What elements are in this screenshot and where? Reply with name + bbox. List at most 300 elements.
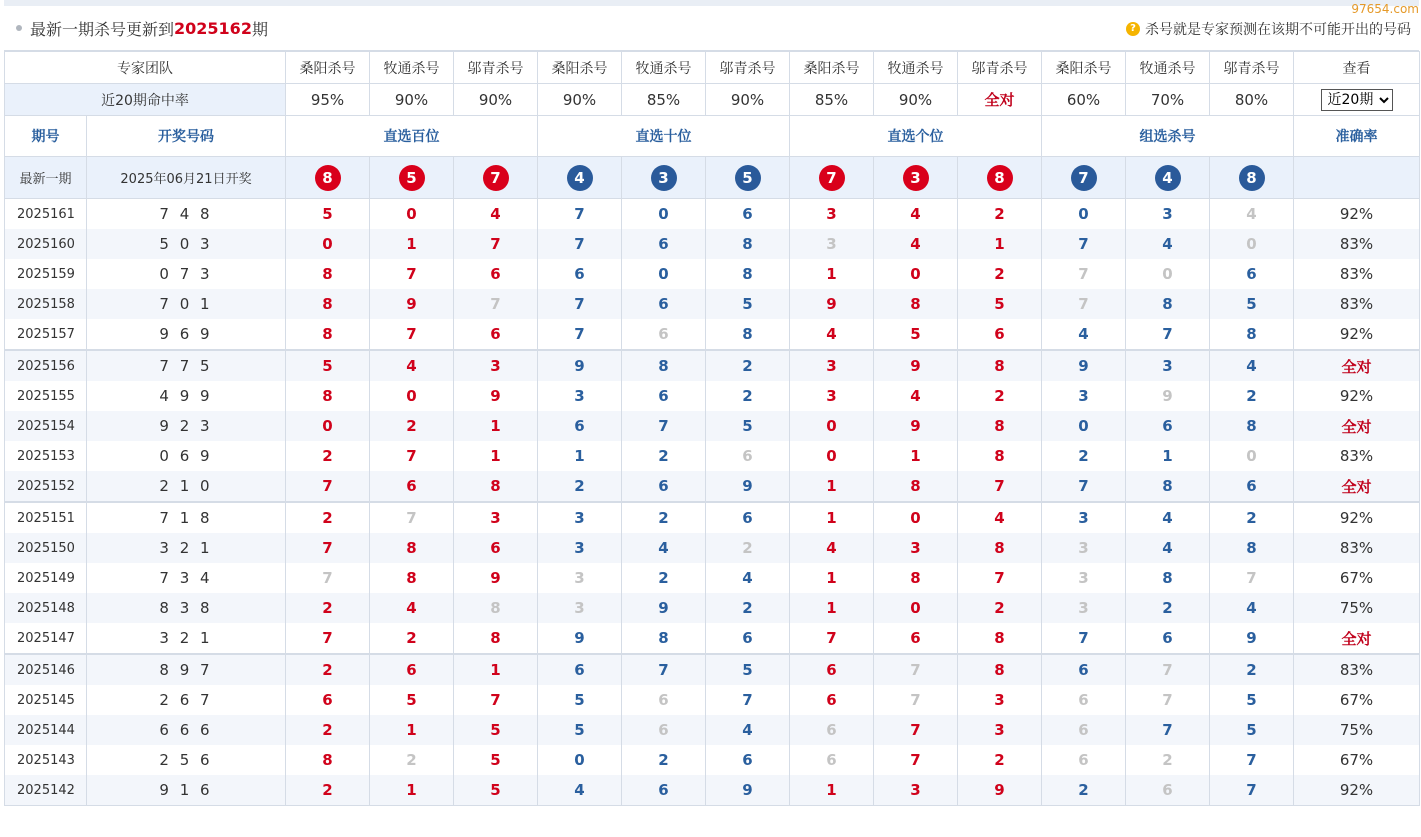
kill-number: 3	[454, 502, 538, 533]
kill-number-miss: 2	[1126, 745, 1210, 775]
draw-numbers: 9 6 9	[87, 319, 286, 350]
kill-number: 0	[1042, 199, 1126, 230]
kill-number: 1	[370, 715, 454, 745]
period-number: 2025156	[5, 350, 87, 381]
period-number: 2025149	[5, 563, 87, 593]
kill-number: 0	[874, 502, 958, 533]
kill-number-miss: 8	[454, 593, 538, 623]
help-note	[1126, 19, 1411, 39]
latest-kill-cell	[1210, 157, 1294, 199]
kill-number-table	[4, 51, 1420, 806]
kill-number-miss: 6	[622, 715, 706, 745]
kill-number: 3	[874, 533, 958, 563]
bullet-icon	[16, 25, 22, 31]
kill-number: 2	[286, 441, 370, 471]
kill-number: 1	[958, 229, 1042, 259]
help-note-text: 杀号就是专家预测在该期不可能开出的号码	[1145, 22, 1411, 38]
kill-number-miss: 7	[1210, 563, 1294, 593]
hit-rate: 全对	[958, 84, 1042, 116]
history-row	[5, 685, 1420, 715]
kill-number: 5	[706, 289, 790, 319]
kill-number-miss: 2	[706, 533, 790, 563]
draw-numbers: 3 2 1	[87, 623, 286, 654]
history-row	[5, 654, 1420, 685]
draw-numbers: 6 6 6	[87, 715, 286, 745]
kill-ball: 8	[987, 165, 1013, 191]
hit-rate: 90%	[874, 84, 958, 116]
accuracy-value: 83%	[1294, 441, 1420, 471]
period-number: 2025158	[5, 289, 87, 319]
kill-number: 9	[538, 623, 622, 654]
kill-number: 7	[370, 441, 454, 471]
kill-number: 8	[706, 229, 790, 259]
kill-number: 2	[1042, 441, 1126, 471]
kill-number-miss: 3	[1042, 533, 1126, 563]
kill-number: 2	[286, 775, 370, 806]
kill-number: 8	[370, 563, 454, 593]
kill-number: 8	[874, 289, 958, 319]
kill-ball: 8	[315, 165, 341, 191]
kill-number: 5	[874, 319, 958, 350]
kill-number: 5	[538, 715, 622, 745]
kill-number: 3	[538, 533, 622, 563]
kill-number: 8	[706, 259, 790, 289]
kill-number: 3	[454, 350, 538, 381]
expert-name: 邬青杀号	[1210, 52, 1294, 84]
kill-number: 7	[1210, 745, 1294, 775]
kill-number: 7	[1042, 471, 1126, 502]
kill-number: 3	[790, 350, 874, 381]
kill-number-miss: 3	[1042, 563, 1126, 593]
kill-number: 8	[958, 623, 1042, 654]
period-number: 2025143	[5, 745, 87, 775]
kill-number: 1	[874, 441, 958, 471]
kill-number: 4	[1126, 229, 1210, 259]
kill-number: 8	[622, 350, 706, 381]
draw-numbers: 0 6 9	[87, 441, 286, 471]
kill-number-miss: 6	[706, 441, 790, 471]
kill-number: 7	[454, 229, 538, 259]
kill-number-miss: 3	[1042, 593, 1126, 623]
kill-number: 0	[370, 381, 454, 411]
kill-number: 9	[370, 289, 454, 319]
kill-number: 9	[874, 411, 958, 441]
history-row	[5, 715, 1420, 745]
kill-number: 0	[622, 199, 706, 230]
kill-number: 1	[454, 411, 538, 441]
kill-number: 6	[1126, 623, 1210, 654]
kill-number-miss: 6	[1042, 685, 1126, 715]
history-row	[5, 502, 1420, 533]
expert-name: 桑阳杀号	[790, 52, 874, 84]
history-row	[5, 471, 1420, 502]
period-number: 2025153	[5, 441, 87, 471]
expert-name: 牧通杀号	[622, 52, 706, 84]
kill-number: 5	[1210, 715, 1294, 745]
draw-numbers: 3 2 1	[87, 533, 286, 563]
kill-number: 2	[538, 471, 622, 502]
update-notice	[4, 17, 268, 40]
draw-numbers: 8 9 7	[87, 654, 286, 685]
kill-number: 0	[790, 411, 874, 441]
kill-number: 8	[958, 411, 1042, 441]
kill-number: 7	[958, 471, 1042, 502]
accuracy-value: 83%	[1294, 259, 1420, 289]
kill-number: 4	[1042, 319, 1126, 350]
kill-number: 2	[958, 381, 1042, 411]
hit-rate: 90%	[454, 84, 538, 116]
notice-prefix: 最新一期杀号更新到	[30, 19, 175, 39]
hit-rate: 90%	[538, 84, 622, 116]
kill-number-miss: 6	[790, 745, 874, 775]
kill-number-miss: 0	[1210, 229, 1294, 259]
expert-team-row	[5, 52, 1420, 84]
kill-number: 8	[1126, 289, 1210, 319]
kill-number: 6	[538, 259, 622, 289]
draw-numbers: 0 7 3	[87, 259, 286, 289]
kill-number: 5	[454, 745, 538, 775]
kill-number: 7	[1210, 775, 1294, 806]
kill-number-miss: 0	[1126, 259, 1210, 289]
kill-number: 3	[538, 381, 622, 411]
accuracy-value: 全对	[1294, 350, 1420, 381]
accuracy-value: 92%	[1294, 775, 1420, 806]
kill-number: 2	[1210, 654, 1294, 685]
period-number: 2025150	[5, 533, 87, 563]
hit-rate: 90%	[706, 84, 790, 116]
kill-number: 4	[1210, 350, 1294, 381]
kill-number-miss: 7	[1126, 685, 1210, 715]
accuracy-value: 92%	[1294, 319, 1420, 350]
latest-kill-cell	[706, 157, 790, 199]
kill-number: 2	[622, 745, 706, 775]
kill-number: 2	[1042, 775, 1126, 806]
kill-number: 3	[1042, 381, 1126, 411]
hit-rate: 70%	[1126, 84, 1210, 116]
kill-number: 1	[790, 259, 874, 289]
kill-number: 4	[454, 199, 538, 230]
draw-numbers: 9 2 3	[87, 411, 286, 441]
kill-number: 7	[958, 563, 1042, 593]
latest-prediction-row	[5, 157, 1420, 199]
draw-numbers: 4 9 9	[87, 381, 286, 411]
kill-number: 1	[790, 563, 874, 593]
kill-number: 9	[706, 775, 790, 806]
kill-number: 7	[1042, 623, 1126, 654]
kill-number: 6	[790, 685, 874, 715]
period-number: 2025160	[5, 229, 87, 259]
expert-name: 桑阳杀号	[286, 52, 370, 84]
kill-number: 9	[874, 350, 958, 381]
kill-number: 6	[958, 319, 1042, 350]
accuracy-value: 67%	[1294, 745, 1420, 775]
history-row	[5, 745, 1420, 775]
kill-number: 3	[1126, 350, 1210, 381]
kill-ball: 5	[399, 165, 425, 191]
kill-number: 6	[706, 745, 790, 775]
kill-number: 2	[958, 259, 1042, 289]
expert-name: 牧通杀号	[370, 52, 454, 84]
kill-number: 2	[622, 502, 706, 533]
kill-number: 4	[1126, 502, 1210, 533]
history-row	[5, 199, 1420, 230]
latest-kill-cell	[1042, 157, 1126, 199]
accuracy-value: 67%	[1294, 685, 1420, 715]
kill-number: 4	[874, 381, 958, 411]
expert-name: 邬青杀号	[706, 52, 790, 84]
kill-number: 4	[958, 502, 1042, 533]
kill-number: 2	[1210, 502, 1294, 533]
kill-number: 3	[874, 775, 958, 806]
kill-ball: 7	[1071, 165, 1097, 191]
accuracy-value: 75%	[1294, 593, 1420, 623]
col-group: 组选杀号	[1042, 116, 1294, 157]
kill-number-miss: 6	[1126, 775, 1210, 806]
period-number: 2025159	[5, 259, 87, 289]
kill-number: 0	[622, 259, 706, 289]
kill-number: 6	[454, 533, 538, 563]
kill-number: 5	[958, 289, 1042, 319]
kill-number: 8	[622, 623, 706, 654]
kill-number: 2	[622, 441, 706, 471]
latest-kill-cell	[370, 157, 454, 199]
kill-ball: 7	[819, 165, 845, 191]
kill-number-miss: 9	[1126, 381, 1210, 411]
kill-number: 3	[790, 199, 874, 230]
kill-number: 8	[454, 471, 538, 502]
kill-number: 3	[958, 715, 1042, 745]
kill-number: 6	[706, 502, 790, 533]
latest-label: 最新一期	[5, 157, 87, 199]
expert-name: 牧通杀号	[874, 52, 958, 84]
draw-numbers: 8 3 8	[87, 593, 286, 623]
accuracy-value: 全对	[1294, 471, 1420, 502]
history-row	[5, 289, 1420, 319]
kill-number: 1	[790, 593, 874, 623]
latest-date: 2025年06月21日开奖	[87, 157, 286, 199]
kill-number: 7	[538, 229, 622, 259]
kill-number: 2	[958, 745, 1042, 775]
notice-suffix: 期	[251, 19, 268, 39]
kill-number: 7	[622, 654, 706, 685]
kill-number: 7	[790, 623, 874, 654]
latest-kill-cell	[622, 157, 706, 199]
kill-number: 8	[286, 259, 370, 289]
accuracy-value: 92%	[1294, 381, 1420, 411]
expert-name: 桑阳杀号	[1042, 52, 1126, 84]
kill-number: 7	[622, 411, 706, 441]
kill-number: 4	[706, 563, 790, 593]
watermark: 97654.com	[1351, 2, 1419, 16]
history-row	[5, 623, 1420, 654]
period-number: 2025145	[5, 685, 87, 715]
hit-rate: 85%	[790, 84, 874, 116]
kill-number: 6	[706, 199, 790, 230]
col-period: 期号	[5, 116, 87, 157]
kill-number: 7	[1126, 319, 1210, 350]
kill-number: 5	[286, 350, 370, 381]
latest-kill-cell	[286, 157, 370, 199]
kill-number: 7	[370, 319, 454, 350]
hit-rate-label: 近20期命中率	[5, 84, 286, 116]
kill-number: 9	[958, 775, 1042, 806]
period-number: 2025144	[5, 715, 87, 745]
kill-number: 8	[1210, 533, 1294, 563]
draw-numbers: 7 0 1	[87, 289, 286, 319]
view-label: 查看	[1294, 52, 1420, 84]
kill-number: 8	[1126, 471, 1210, 502]
kill-number: 1	[790, 502, 874, 533]
kill-number: 8	[958, 350, 1042, 381]
kill-number: 6	[1042, 654, 1126, 685]
kill-number: 6	[1210, 259, 1294, 289]
kill-number-miss: 7	[1126, 654, 1210, 685]
kill-number: 0	[874, 593, 958, 623]
kill-number: 1	[790, 471, 874, 502]
history-row	[5, 533, 1420, 563]
kill-number: 9	[454, 381, 538, 411]
period-number: 2025157	[5, 319, 87, 350]
kill-number: 0	[790, 441, 874, 471]
kill-number-miss: 6	[1042, 715, 1126, 745]
latest-kill-cell	[958, 157, 1042, 199]
kill-number: 3	[1126, 199, 1210, 230]
kill-number: 8	[454, 623, 538, 654]
accuracy-value: 83%	[1294, 533, 1420, 563]
kill-number: 6	[370, 471, 454, 502]
kill-number: 6	[874, 623, 958, 654]
kill-number-miss: 2	[370, 745, 454, 775]
kill-number: 7	[706, 685, 790, 715]
kill-number: 5	[1210, 289, 1294, 319]
period-range-select[interactable]	[1321, 89, 1393, 111]
kill-ball: 4	[567, 165, 593, 191]
kill-number: 2	[1126, 593, 1210, 623]
kill-number: 3	[1042, 502, 1126, 533]
kill-number: 1	[790, 775, 874, 806]
kill-number: 8	[706, 319, 790, 350]
period-number: 2025146	[5, 654, 87, 685]
kill-number: 4	[538, 775, 622, 806]
kill-number: 5	[454, 715, 538, 745]
kill-number: 6	[454, 259, 538, 289]
kill-number: 7	[538, 289, 622, 319]
kill-number: 8	[286, 319, 370, 350]
kill-number: 7	[874, 715, 958, 745]
kill-number: 3	[790, 381, 874, 411]
kill-number-miss: 4	[1210, 199, 1294, 230]
kill-number: 6	[1126, 411, 1210, 441]
kill-number: 6	[538, 654, 622, 685]
accuracy-value: 83%	[1294, 654, 1420, 685]
kill-number: 6	[538, 411, 622, 441]
kill-number: 3	[538, 502, 622, 533]
kill-number: 2	[958, 199, 1042, 230]
kill-number: 0	[538, 745, 622, 775]
kill-number: 2	[958, 593, 1042, 623]
period-number: 2025155	[5, 381, 87, 411]
kill-number: 2	[286, 654, 370, 685]
col-accuracy: 准确率	[1294, 116, 1420, 157]
kill-number: 7	[454, 685, 538, 715]
kill-number: 1	[370, 775, 454, 806]
history-row	[5, 229, 1420, 259]
kill-number: 7	[286, 533, 370, 563]
kill-number: 9	[790, 289, 874, 319]
history-row	[5, 593, 1420, 623]
draw-numbers: 7 1 8	[87, 502, 286, 533]
kill-number: 0	[286, 411, 370, 441]
kill-number: 4	[874, 229, 958, 259]
draw-numbers: 2 6 7	[87, 685, 286, 715]
expert-name: 邬青杀号	[958, 52, 1042, 84]
kill-number: 8	[286, 289, 370, 319]
kill-number: 1	[370, 229, 454, 259]
kill-number: 4	[790, 319, 874, 350]
latest-issue-number: 2025162	[174, 18, 252, 38]
expert-name: 桑阳杀号	[538, 52, 622, 84]
kill-number-miss: 3	[790, 229, 874, 259]
kill-number: 9	[1042, 350, 1126, 381]
draw-numbers: 2 5 6	[87, 745, 286, 775]
kill-number: 7	[1126, 715, 1210, 745]
kill-number-miss: 7	[370, 502, 454, 533]
history-row	[5, 381, 1420, 411]
kill-number: 8	[370, 533, 454, 563]
kill-number-panel	[4, 0, 1419, 806]
kill-number: 6	[622, 229, 706, 259]
kill-number: 4	[370, 350, 454, 381]
kill-ball: 3	[651, 165, 677, 191]
latest-kill-cell	[538, 157, 622, 199]
kill-number-miss: 3	[538, 563, 622, 593]
accuracy-value: 75%	[1294, 715, 1420, 745]
kill-number: 2	[1210, 381, 1294, 411]
kill-number: 5	[286, 199, 370, 230]
kill-ball: 4	[1155, 165, 1181, 191]
column-header-row	[5, 116, 1420, 157]
kill-number: 7	[286, 471, 370, 502]
kill-number: 5	[706, 654, 790, 685]
kill-number: 2	[286, 593, 370, 623]
period-number: 2025151	[5, 502, 87, 533]
kill-number: 6	[706, 623, 790, 654]
kill-number-miss: 3	[538, 593, 622, 623]
col-group: 直选个位	[790, 116, 1042, 157]
kill-number-miss: 6	[790, 715, 874, 745]
period-number: 2025142	[5, 775, 87, 806]
kill-number-miss: 7	[874, 685, 958, 715]
kill-number: 6	[622, 471, 706, 502]
kill-number: 6	[790, 654, 874, 685]
kill-number: 2	[286, 502, 370, 533]
kill-number: 7	[286, 623, 370, 654]
kill-ball: 3	[903, 165, 929, 191]
kill-number: 2	[622, 563, 706, 593]
period-number: 2025147	[5, 623, 87, 654]
draw-numbers: 7 3 4	[87, 563, 286, 593]
kill-number: 2	[370, 411, 454, 441]
kill-number-miss: 7	[874, 654, 958, 685]
hit-rate: 85%	[622, 84, 706, 116]
latest-kill-cell	[454, 157, 538, 199]
history-row	[5, 350, 1420, 381]
kill-number-miss: 7	[1042, 289, 1126, 319]
history-row	[5, 319, 1420, 350]
hit-rate: 60%	[1042, 84, 1126, 116]
kill-number: 2	[706, 593, 790, 623]
kill-number: 6	[622, 381, 706, 411]
